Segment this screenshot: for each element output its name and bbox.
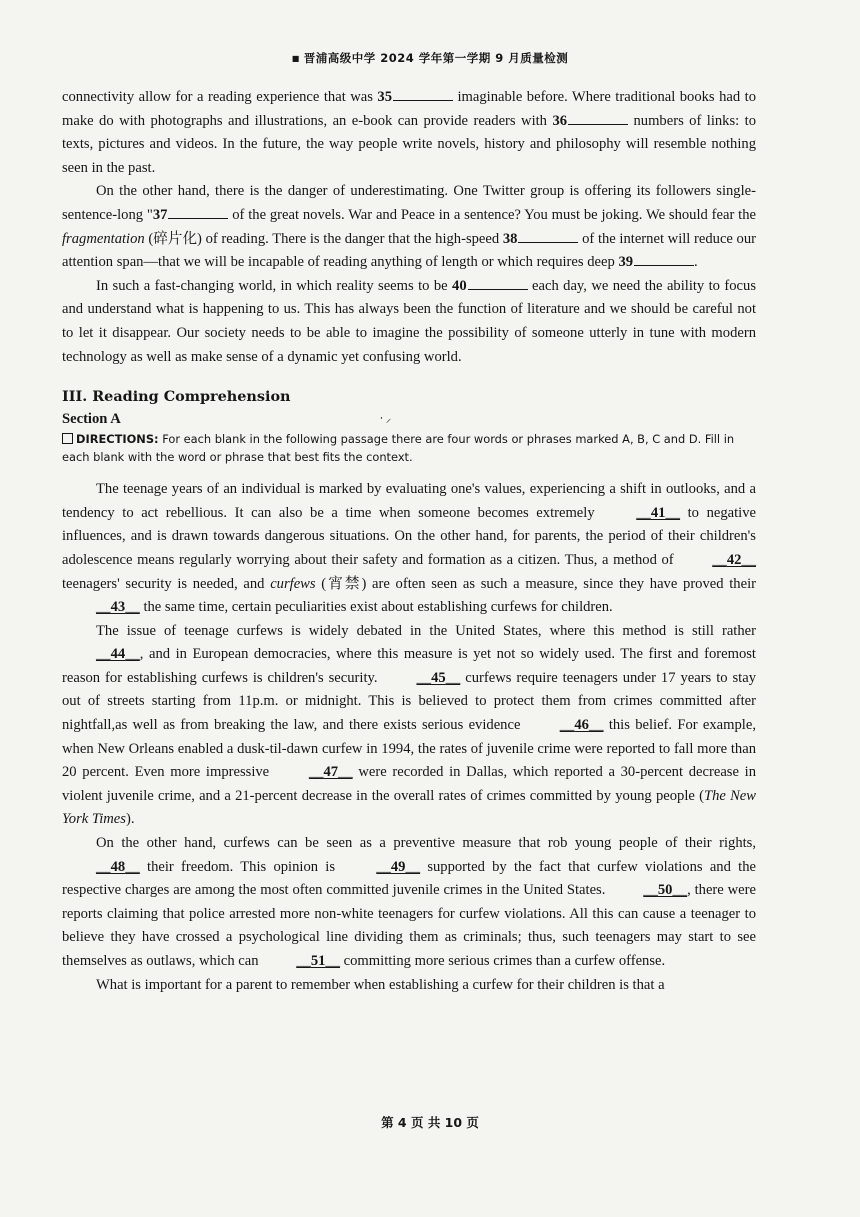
text-run: On the other hand, there is the danger of underestimating. One Twitter group is offering its followers single-sentence-long " (62, 183, 756, 223)
answer-blank[interactable] (552, 113, 628, 129)
italic-citation: The New York Times (62, 787, 757, 828)
text-run: imaginable before. Where traditional books had to make do with photographs and illustrations, an e-book can provide readers with (62, 89, 756, 129)
blank-number: 47 (323, 764, 339, 781)
blank-line (168, 204, 228, 219)
blank-number: 51 (310, 953, 326, 969)
passage-paragraph (62, 478, 756, 620)
passage-paragraph (62, 620, 756, 832)
text-run: What is important for a parent to remember when establishing a curfew for their children is that a (96, 976, 665, 993)
answer-blank[interactable]: __47__ (308, 764, 353, 781)
blank-number: 35 (377, 89, 392, 105)
passage-paragraph (62, 974, 756, 998)
answer-blank[interactable]: __43__ (96, 599, 140, 616)
passage-paragraph (62, 275, 756, 369)
text-run: to negative influences, and is drawn towards dangerous situations. On the other hand, for parents, the period of their children's adolescence means regularly worrying about their safety and formation as a citizen. Thus, a method of (62, 504, 756, 568)
blank-number: 44 (110, 646, 126, 663)
text-run: The teenage years of an individual is marked by evaluating one's values, experiencing a shift in outlooks, and a tendency to act rebellious. It can also be a time when someone becomes extremely (62, 481, 756, 521)
section-sub-label: Section A (62, 411, 121, 428)
text-run: numbers of links: to texts, pictures and videos. In the future, the way people write novels, history and philosophy will resemble nothing seen in the past. (62, 112, 757, 176)
text-run: , and in European democracies, where this measure is yet not so widely used. The first and foremost reason for establishing curfews is children's security. (62, 646, 756, 686)
text-run: curfews require teenagers under 17 years to stay out of streets starting from 11p.m. or midnight. This is believed to protect them from crimes committed after nightfall,as well as from breaking the law, and there exists serious evidence (62, 669, 757, 734)
section-subheading (62, 408, 756, 430)
text-run: supported by the fact that curfew violations and the respective charges are among the most often committed juvenile crimes in the United States. (62, 858, 756, 899)
blank-line (634, 251, 694, 266)
answer-blank[interactable]: __51__ (296, 953, 340, 969)
answer-blank[interactable]: __45__ (416, 669, 461, 686)
blank-number: 48 (110, 858, 126, 875)
answer-blank[interactable]: __48__ (96, 858, 140, 875)
blank-number: 41 (650, 504, 666, 521)
blank-number: 42 (726, 551, 742, 568)
answer-blank[interactable]: __46__ (559, 717, 604, 734)
blank-line (568, 110, 628, 125)
blank-number: 49 (390, 858, 406, 875)
text-run: committing more serious crimes than a curfew offense. (343, 953, 666, 969)
blank-number: 50 (657, 882, 673, 899)
directions-icon (62, 433, 73, 444)
text-run: In such a fast-changing world, in which reality seems to be (96, 277, 448, 294)
blank-line (518, 228, 578, 243)
page-footer: 第 4 页 共 10 页 (381, 1115, 479, 1130)
answer-blank[interactable] (452, 278, 528, 294)
italic-term: curfews (270, 575, 316, 592)
answer-blank[interactable]: __42__ (712, 551, 756, 568)
blank-number: 40 (452, 277, 467, 294)
directions-block (62, 430, 756, 466)
answer-blank[interactable]: __44__ (96, 646, 140, 663)
answer-blank[interactable]: __41__ (636, 504, 681, 521)
blank-number: 36 (552, 112, 568, 129)
blank-number: 45 (431, 669, 446, 686)
directions-text: For each blank in the following passage there are four words or phrases marked A, B, C and D. Fill in each blank with the word or phrase that best fits the context. (62, 432, 735, 465)
header-square-icon: ■ (291, 54, 300, 63)
passage-paragraph (62, 832, 756, 974)
answer-blank[interactable]: __49__ (376, 858, 421, 875)
answer-blank[interactable] (377, 89, 453, 105)
page-header (0, 50, 860, 66)
blank-number: 38 (502, 230, 518, 247)
italic-term: fragmentation (62, 230, 145, 247)
answer-blank[interactable] (503, 231, 579, 247)
blank-number: 46 (574, 717, 589, 734)
text-run: teenagers' security is needed, and (62, 575, 265, 592)
header-title: 晋浦高级中学 2024 学年第一学期 9 月质量检测 (303, 51, 569, 65)
answer-blank[interactable] (153, 207, 229, 223)
blank-number: 43 (110, 599, 126, 616)
text-run: the same time, certain peculiarities exist about establishing curfews for children. (143, 599, 613, 616)
text-run: this belief. For example, when New Orleans enabled a dusk-til-dawn curfew in 1994, the rates of juvenile crime were reported to fall more than 20 percent. Even more impressive (62, 717, 756, 781)
stray-marks: ⸱ ⸝ (380, 413, 392, 426)
directions-label: DIRECTIONS: (76, 432, 159, 447)
text-run: (碎片化) of reading. There is the danger that the high-speed (148, 230, 500, 247)
blank-number: 37 (152, 206, 168, 223)
text-run: The issue of teenage curfews is widely debated in the United States, where this method is still rather (96, 622, 756, 639)
answer-blank[interactable]: __50__ (643, 882, 688, 899)
text-run: . (694, 254, 698, 271)
blank-line (393, 86, 453, 101)
text-run: (宵禁) are often seen as such a measure, since they have proved their (321, 575, 756, 592)
text-run: connectivity allow for a reading experience that was (62, 89, 373, 105)
text-run: of the great novels. War and Peace in a sentence? You must be joking. We should fear the (232, 206, 756, 223)
passage-paragraph (62, 86, 756, 180)
text-run: were recorded in Dallas, which reported a 30-percent decrease in violent juvenile crime, and a 21-percent decrease in the overall rates of crimes committed by young people ( (62, 764, 756, 804)
blank-line (468, 275, 528, 290)
text-run: of the internet will reduce our attention span—that we will be incapable of reading anything of length or which requires deep (62, 230, 757, 271)
text-run: their freedom. This opinion is (147, 858, 336, 875)
text-run: On the other hand, curfews can be seen as a preventive measure that rob young people of their rights, (96, 835, 756, 852)
text-run: ). (125, 811, 135, 828)
blank-number: 39 (618, 254, 634, 271)
section-heading: III. Reading Comprehension (62, 388, 291, 406)
answer-blank[interactable] (618, 254, 694, 270)
passage-paragraph (62, 180, 756, 274)
text-run: , there were reports claiming that police arrested more non-white teenagers for curfew violations. All this can cause a teenager to believe they have crossed a psychological line dividing them as criminals; thus, such teenagers may start to see themselves as outlaws, which can (62, 882, 756, 969)
page-content (62, 86, 756, 997)
text-run: each day, we need the ability to focus and understand what is happening to us. This has always been the function of literature and we should be careful not to let it disappear. Our society needs to be able to imagine the possibility of someone utterly in tune with modern technology as well as make sense of a dynamic yet confusing world. (62, 277, 756, 365)
